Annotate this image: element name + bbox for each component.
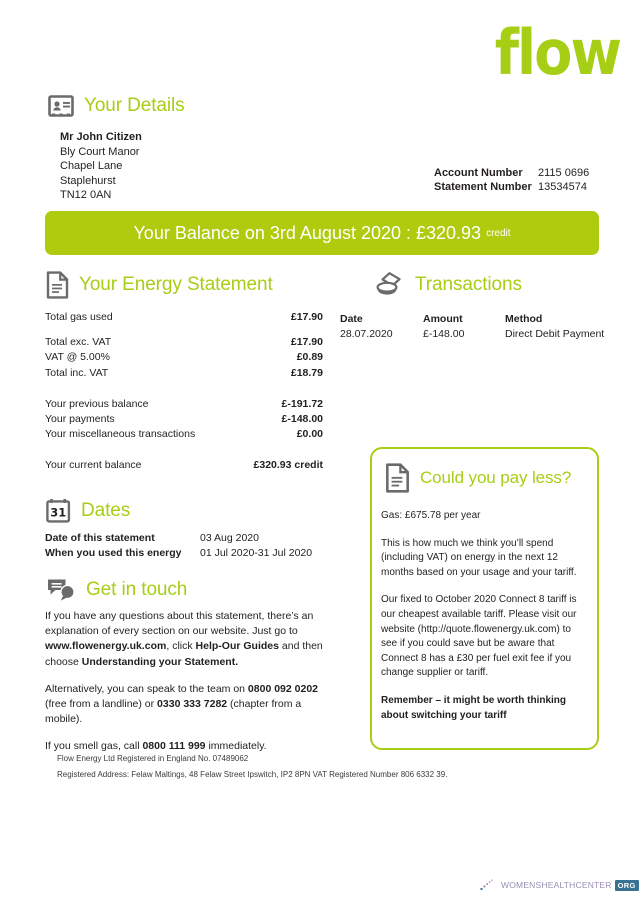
row-label: Date of this statement	[45, 532, 155, 544]
touch-p1-c: , click	[166, 640, 196, 653]
row-value: £320.93 credit	[253, 459, 323, 472]
balance-banner	[45, 211, 599, 255]
row-value: 01 Jul 2020-31 Jul 2020	[200, 546, 313, 559]
balance-credit-suffix: credit	[486, 227, 511, 239]
touch-p2-a: Alternatively, you can speak to the team on	[45, 682, 248, 695]
table-row	[45, 366, 323, 381]
table-header-row	[340, 312, 635, 327]
pay-less-paragraph-2: Our fixed to October 2020 Connect 8 tariff is our cheapest available tariff. Please visit our website (http://quote.flowenergy.uk.com) to see if you could save but be aware that Connect 8 has a £30 per fuel exit fee if you change supplier or tariff.	[381, 594, 577, 679]
cell-amount: £-148.00	[423, 328, 465, 340]
cell-date: 28.07.2020	[340, 328, 393, 340]
account-number-row	[434, 166, 589, 180]
understanding-statement-label: Understanding your Statement.	[81, 655, 239, 668]
dates-table	[45, 531, 312, 560]
row-label: When you used this energy	[45, 546, 182, 559]
touch-p2-e: (chapter from a mobile).	[45, 698, 302, 726]
address-line-2: Chapel Lane	[60, 160, 123, 173]
phone-landline: 0800 092 0202	[247, 682, 318, 695]
help-our-guides-label: Help-Our Guides	[195, 640, 279, 653]
column-header-method: Method	[505, 313, 543, 325]
speech-bubbles-icon	[46, 577, 76, 603]
row-label: Your current balance	[45, 459, 142, 472]
flow-website-link[interactable]: www.flowenergy.uk.com	[45, 640, 167, 653]
pay-less-paragraph-1: This is how much we think you’ll spend (including VAT) on energy in the next 12 months based on your usage and your tariff.	[381, 537, 577, 578]
phone-mobile: 0330 333 7282	[157, 698, 228, 711]
spacer	[45, 442, 323, 458]
account-number-value: 2115 0696	[538, 167, 590, 179]
row-label: Total gas used	[45, 311, 113, 323]
address-line-1: Bly Court Manor	[60, 145, 140, 158]
table-row	[45, 397, 323, 412]
customer-name: Mr John Citizen	[60, 131, 142, 143]
statement-number-label: Statement Number	[434, 181, 532, 193]
column-header-amount: Amount	[423, 313, 463, 325]
row-value: £0.00	[296, 428, 323, 441]
your-details-heading	[48, 94, 185, 118]
row-value: £18.79	[290, 366, 323, 379]
account-number-label: Account Number	[434, 167, 523, 179]
row-value: 03 Aug 2020	[200, 532, 259, 544]
balance-text: Your Balance on 3rd August 2020 : £320.93	[133, 222, 482, 243]
touch-p2-c: (free from a landline) or	[45, 698, 158, 711]
row-label: Your miscellaneous transactions	[45, 428, 196, 441]
row-label: Your payments	[45, 413, 115, 426]
row-value: £17.90	[290, 311, 323, 323]
svg-text:31: 31	[50, 505, 67, 520]
table-row	[45, 427, 323, 442]
row-label: Your previous balance	[45, 397, 149, 410]
customer-address	[60, 130, 142, 203]
pay-less-body	[381, 509, 583, 736]
footer-registered-address: Registered Address: Felaw Maltings, 48 Felaw Street Ipswitch, IP2 8PN VAT Registered Number 806 6332 39.	[57, 770, 448, 779]
document-icon	[46, 271, 69, 299]
touch-p1-e: and then choose	[45, 640, 323, 668]
row-value: £0.89	[296, 351, 323, 364]
address-postcode: TN12 0AN	[60, 189, 112, 202]
cell-method: Direct Debit Payment	[505, 328, 605, 340]
id-card-icon	[48, 94, 74, 118]
table-row	[45, 531, 312, 546]
table-row	[45, 458, 323, 473]
sparkle-icon	[480, 879, 498, 891]
touch-p1-a: If you have any questions about this statement, there’s an explanation of every section on our website. Just go to	[45, 610, 314, 638]
pay-less-heading	[385, 463, 571, 493]
row-value: £-148.00	[281, 413, 323, 426]
row-label: Total inc. VAT	[45, 366, 109, 379]
document-icon	[385, 463, 410, 493]
account-identifiers	[434, 166, 589, 194]
pay-less-remember-note: Remember – it might be worth thinking about switching your tariff	[381, 694, 567, 721]
watermark-badge: ORG	[615, 880, 639, 891]
transactions-title: Transactions	[415, 274, 522, 295]
row-label: Total exc. VAT	[45, 336, 112, 349]
column-header-date: Date	[340, 313, 363, 325]
spacer	[45, 325, 323, 335]
pay-less-title: Could you pay less?	[420, 468, 572, 487]
touch-paragraph-1	[45, 609, 335, 670]
touch-p3-c: immediately.	[205, 740, 267, 753]
phone-gas-emergency: 0800 111 999	[142, 740, 206, 753]
table-row	[45, 412, 323, 427]
watermark-text: WOMENSHEALTHCENTER	[501, 880, 612, 890]
table-row	[45, 335, 323, 350]
transactions-table	[340, 312, 635, 342]
touch-p3-a: If you smell gas, call	[45, 740, 143, 753]
pay-less-gas-estimate: Gas: £675.78 per year	[381, 510, 481, 521]
dates-heading	[46, 498, 130, 524]
row-value: £17.90	[290, 336, 323, 349]
table-row	[45, 350, 323, 365]
statement-number-value: 13534574	[538, 181, 587, 193]
table-row	[340, 327, 635, 342]
spacer	[45, 381, 323, 397]
calendar-icon	[46, 498, 71, 524]
energy-statement-heading	[46, 271, 273, 299]
transactions-heading	[375, 271, 522, 299]
table-row	[45, 546, 312, 561]
coin-purse-icon	[375, 271, 405, 299]
address-line-3: Staplehurst	[60, 174, 116, 187]
your-details-title: Your Details	[84, 95, 185, 116]
get-in-touch-heading	[46, 577, 187, 603]
row-value: £-191.72	[281, 397, 323, 410]
dates-title: Dates	[81, 500, 131, 521]
energy-statement-table	[45, 310, 323, 474]
get-in-touch-title: Get in touch	[86, 579, 188, 600]
get-in-touch-body	[45, 609, 335, 767]
watermark	[480, 879, 639, 891]
footer-legal	[57, 751, 447, 783]
energy-statement-title: Your Energy Statement	[79, 274, 273, 295]
row-label: VAT @ 5.00%	[45, 351, 110, 364]
footer-company-registration: Flow Energy Ltd Registered in England No. 07489062	[57, 754, 249, 763]
touch-paragraph-2	[45, 682, 335, 728]
statement-number-row	[434, 180, 589, 194]
table-row	[45, 310, 323, 325]
flow-logo: flow	[494, 16, 620, 89]
